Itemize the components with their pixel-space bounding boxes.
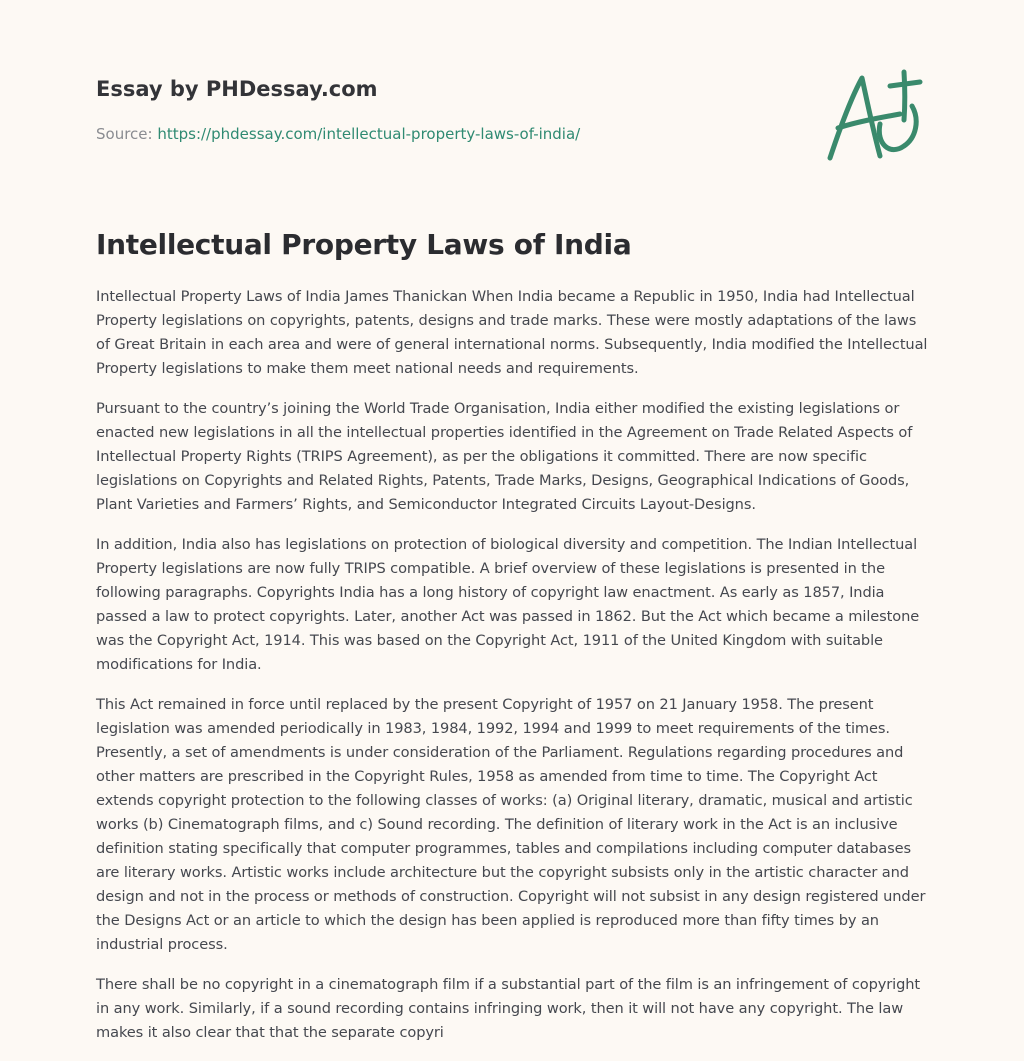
a-plus-logo-icon	[816, 66, 928, 166]
essay-title: Intellectual Property Laws of India	[96, 228, 632, 261]
essay-body	[96, 285, 932, 1061]
source-line	[96, 125, 580, 143]
site-title: Essay by PHDessay.com	[96, 77, 378, 101]
essay-paragraph: Intellectual Property Laws of India James Thanickan When India became a Republic in 1950, India had Intellectual Property legislations on copyrights, patents, designs and trade marks. These were mostly adaptations of the laws of Great Britain in each area and were of general international norms. Subsequently, India modified the Intellectual Property legislations to make them meet national needs and requirements.	[96, 288, 928, 377]
source-label: Source:	[96, 125, 158, 143]
essay-paragraph: In addition, India also has legislations on protection of biological diversity and competition. The Indian Intellectual Property legislations are now fully TRIPS compatible. A brief overview of these legislations is presented in the following paragraphs. Copyrights India has a long history of copyright law enactment. As early as 1857, India passed a law to protect copyrights. Later, another Act was passed in 1862. But the Act which became a milestone was the Copyright Act, 1914. This was based on the Copyright Act, 1911 of the United Kingdom with suitable modifications for India.	[96, 536, 920, 673]
essay-paragraph: This Act remained in force until replaced by the present Copyright of 1957 on 21 January 1958. The present legislation was amended periodically in 1983, 1984, 1992, 1994 and 1999 to meet requirements of the times. Presently, a set of amendments is under consideration of the Parliament. Regulations regarding procedures and other matters are prescribed in the Copyright Rules, 1958 as amended from time to time. The Copyright Act extends copyright protection to the following classes of works: (a) Original literary, dramatic, musical and artistic works (b) Cinematograph films, and c) Sound recording. The definition of literary work in the Act is an inclusive definition stating specifically that computer programmes, tables and compilations including computer databases are literary works. Artistic works include architecture but the copyright subsists only in the artistic character and design and not in the process or methods of construction. Copyright will not subsist in any design registered under the Designs Act or an article to which the design has been applied is reproduced more than fifty times by an industrial process.	[96, 696, 926, 953]
source-link[interactable]: https://phdessay.com/intellectual-property-laws-of-india/	[157, 125, 581, 143]
essay-paragraph: Pursuant to the country’s joining the World Trade Organisation, India either modified the existing legislations or enacted new legislations in all the intellectual properties identified in the Agreement on Trade Related Aspects of Intellectual Property Rights (TRIPS Agreement), as per the obligations it committed. There are now specific legislations on Copyrights and Related Rights, Patents, Trade Marks, Designs, Geographical Indications of Goods, Plant Varieties and Farmers’ Rights, and Semiconductor Integrated Circuits Layout-Designs.	[96, 400, 913, 513]
essay-paragraph: There shall be no copyright in a cinematograph film if a substantial part of the film is an infringement of copyright in any work. Similarly, if a sound recording contains infringing work, then it will not have any copyright. The law makes it also clear that that the separate copyri	[96, 976, 921, 1041]
